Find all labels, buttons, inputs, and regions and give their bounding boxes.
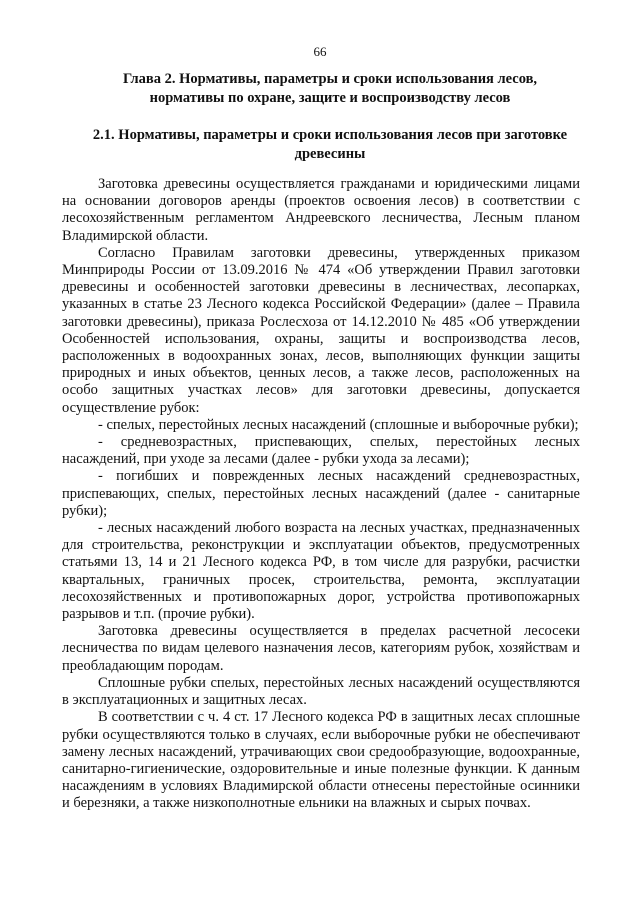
list-item: - лесных насаждений любого возраста на лесных участках, предназначенных для строительства, реконструкции и эксплуатации объектов, предусмотренных статьями 13, 14 и 21 Лесного кодекса РФ, в том числе для разрубки, расчистки квартальных, граничных просек, строительства, ремонта, эксплуатации лесохозяйственных и противопожарных дорог, устройства противопожарных разрывов и т.п. (прочие рубки). — [62, 520, 580, 623]
chapter-title-line-2: нормативы по охране, защите и воспроизводству лесов — [149, 90, 511, 106]
paragraph: Заготовка древесины осуществляется в пределах расчетной лесосеки лесничества по видам целевого назначения лесов, категориям рубок, хозяйствам и преобладающим породам. — [62, 623, 580, 674]
list-item: - погибших и поврежденных лесных насаждений средневозрастных, приспевающих, спелых, перестойных лесных насаждений (далее - санитарные рубки); — [62, 468, 580, 519]
section-title-line-2: древесины — [294, 146, 366, 162]
list-item: - средневозрастных, приспевающих, спелых, перестойных лесных насаждений, при уходе за лесами (далее - рубки ухода за лесами); — [62, 434, 580, 468]
paragraph: Сплошные рубки спелых, перестойных лесных насаждений осуществляются в эксплуатационных и защитных лесах. — [62, 674, 580, 709]
paragraph: Заготовка древесины осуществляется гражданами и юридическими лицами на основании договоров аренды (проектов освоения лесов) в соответствии с лесохозяйственным регламентом Андреевского лесничества, Лесным планом Владимирской области. — [62, 176, 580, 244]
body-text — [62, 176, 580, 813]
section-title — [60, 126, 600, 164]
page-number: 66 — [313, 44, 327, 59]
chapter-title — [100, 70, 560, 108]
paragraph: В соответствии с ч. 4 ст. 17 Лесного кодекса РФ в защитных лесах сплошные рубки осуществляются только в случаях, если выборочные рубки не обеспечивают замену лесных насаждений, утрачивающих свои средообразующие, водоохранные, санитарно-гигиенические, оздоровительные и иные полезные функции. К данным насаждениям в условиях Владимирской области отнесены перестойные осинники и березняки, а также низкополнотные ельники на влажных и сырых почвах. — [62, 709, 580, 812]
chapter-title-line-1: Глава 2. Нормативы, параметры и сроки использования лесов, — [122, 71, 538, 87]
list-item: - спелых, перестойных лесных насаждений (сплошные и выборочные рубки); — [98, 416, 579, 433]
section-title-line-1: 2.1. Нормативы, параметры и сроки использования лесов при заготовке — [92, 127, 568, 143]
paragraph: Согласно Правилам заготовки древесины, утвержденных приказом Минприроды России от 13.09.2016 № 474 «Об утверждении Правил заготовки древесины и особенностей заготовки древесины в лесничествах, лесопарках, указанных в статье 23 Лесного кодекса Российской Федерации» (далее – Правила заготовки древесины), приказа Рослесхоза от 14.12.2010 № 485 «Об утверждении Особенностей использования, охраны, защиты и воспроизводства лесов, расположенных в водоохранных зонах, лесов, выполняющих функции защиты природных и иных объектов, ценных лесов, а также лесов, расположенных на особо защитных участках лесов» для заготовки древесины, допускается осуществление рубок: — [62, 244, 580, 416]
